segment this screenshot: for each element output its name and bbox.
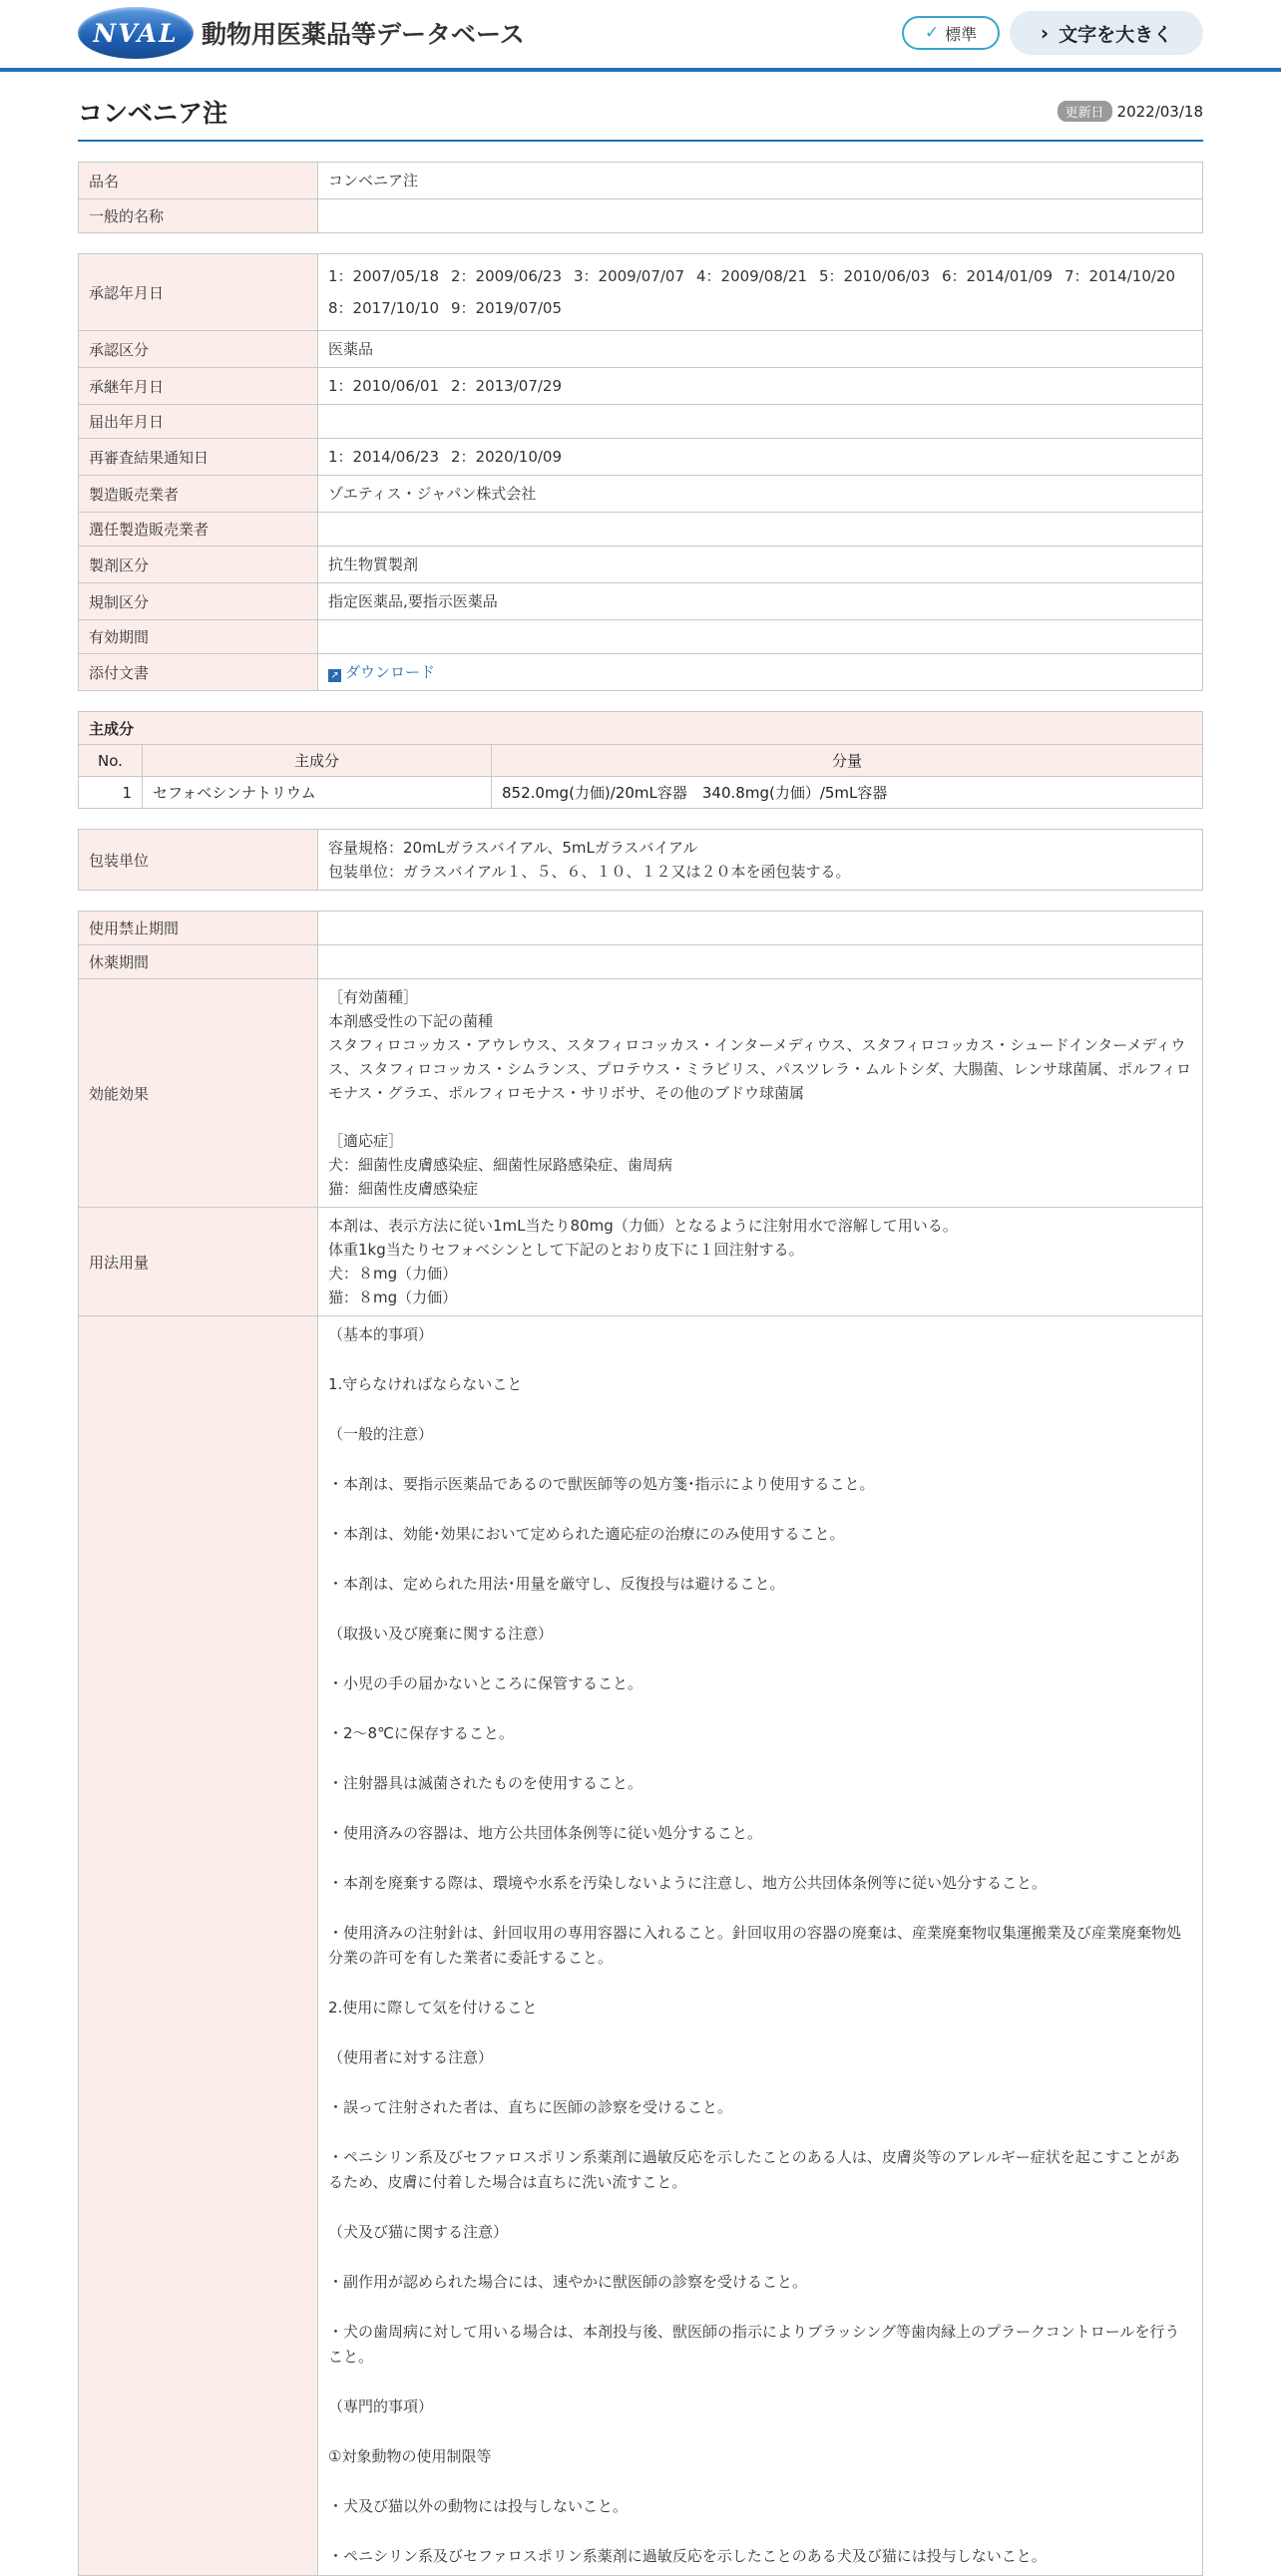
approval-date: 9：2019/07/05: [451, 299, 562, 317]
notes-body: （基本的事項） 1.守らなければならないこと （一般的注意） ・本剤は、要指示医薬品であるので獣医師等の処方箋･指示により使用すること。 ・本剤は、効能･効果において定められた適応症の治療にのみ使用すること。 ・本剤は、定められた用法･用量を厳守し、反復投与は避けること。 （取扱い及び廃棄に関する注意） ・小児の手の届かないところに保管すること。 ・2～8℃に保存すること。 ・注射器具は滅菌されたものを使用すること。 ・使用済みの容器は、地方公共団体条例等に従い処分すること。 ・本剤を廃棄する際は、環境や水系を汚染しないように注意し、地方公共団体条例等に従い処分すること。 ・使用済みの注射針は、針回収用の専用容器に入れること。針回収用の容器の廃棄は、産業廃棄物収集運搬業及び産業廃棄物処分業の許可を有した業者に委託すること。 2.使用に際して気を付けること （使用者に対する注意） ・誤って注射された者は、直ちに医師の診察を受けること。 ・ペニシリン系及びセファロスポリン系薬剤に過敏反応を示したことのある人は、皮膚炎等のアレルギー症状を起こすことがあるため、皮膚に付着した場合は直ちに洗い流すこと。 （犬及び猫に関する注意） ・副作用が認められた場合には、速やかに獣医師の診察を受けること。 ・犬の歯周病に対して用いる場合は、本剤投与後、獣医師の指示によりブラッシング等歯肉縁上のプラークコントロールを行うこと。 （専門的事項） ①対象動物の使用制限等 ・犬及び猫以外の動物には投与しないこと。 ・ペニシリン系及びセファロスポリン系薬剤に過敏反応を示したことのある犬及び猫には投与しないこと。: [328, 1325, 1182, 2565]
logo-text: NVAL: [93, 18, 179, 48]
site-logo[interactable]: [78, 7, 525, 59]
table-row: [79, 547, 1203, 583]
updated-badge: 更新日: [1058, 101, 1112, 122]
efficacy-body: ［有効菌種］ 本剤感受性の下記の菌種 スタフィロコッカス・アウレウス、スタフィロコッカス・インターメディウス、スタフィロコッカス・シュードインターメディウス、スタフィロコッカス・シムランス、プロテウス・ミラビリス、パスツレラ・ムルトシダ、大腸菌、レンサ球菌属、ポルフィロモナス・グラエ、ポルフィロモナス・サリボサ、その他のブドウ球菌属 ［適応症］ 犬：細菌性皮膚感染症、細菌性尿路感染症、歯周病 猫：細菌性皮膚感染症: [328, 988, 1191, 1198]
regulation: 指定医薬品,要指示医薬品: [318, 583, 1203, 620]
row-label: 承認区分: [79, 331, 318, 368]
dosage-text: [318, 1208, 1203, 1316]
usage-table: [78, 911, 1203, 2576]
approval-date: 3：2009/07/07: [574, 267, 684, 285]
component-amount: 852.0mg(力価)/20mL容器 340.8mg(力価）/5mL容器: [492, 777, 1203, 809]
column-header: No.: [79, 745, 143, 777]
site-header: [0, 0, 1281, 72]
prohibition-period: [318, 912, 1203, 945]
component-name: セフォベシンナトリウム: [143, 777, 492, 809]
formulation: 抗生物質製剤: [318, 547, 1203, 583]
table-row: [79, 1208, 1203, 1316]
designated-manufacturer: [318, 513, 1203, 547]
check-icon: ✓: [924, 23, 940, 43]
main-content: [78, 162, 1203, 2576]
column-header: 主成分: [143, 745, 492, 777]
succession-date: 2：2013/07/29: [451, 377, 562, 395]
table-row: [79, 405, 1203, 439]
table-row: [79, 583, 1203, 620]
approval-dates: [318, 254, 1203, 331]
column-header: 分量: [492, 745, 1203, 777]
attachment-cell: [318, 654, 1203, 691]
manufacturer: ゾエティス・ジャパン株式会社: [318, 476, 1203, 513]
product-name: コンベニア注: [318, 163, 1203, 199]
external-link-icon: ↗: [328, 669, 341, 682]
row-label: 承継年月日: [79, 368, 318, 405]
basic-info-table: [78, 162, 1203, 233]
table-row: [79, 979, 1203, 1208]
download-link[interactable]: [328, 663, 435, 681]
download-label: ダウンロード: [345, 663, 436, 681]
table-row: [79, 945, 1203, 979]
efficacy-text: [318, 979, 1203, 1208]
table-row: [79, 254, 1203, 331]
row-label: 製剤区分: [79, 547, 318, 583]
withdrawal-period: [318, 945, 1203, 979]
notification-date: [318, 405, 1203, 439]
row-label: 選任製造販売業者: [79, 513, 318, 547]
packaging-line: 包装単位：ガラスバイアル１、５、６、１０、１２又は２０本を函包装する。: [328, 863, 851, 881]
table-row: [79, 439, 1203, 476]
approval-date: 7：2014/10/20: [1065, 267, 1175, 285]
table-header-row: [79, 745, 1203, 777]
dosage-body: 本剤は、表示方法に従い1mL当たり80mg（力価）となるように注射用水で溶解して用いる。 体重1kg当たりセフォベシンとして下記のとおり皮下に１回注射する。 犬：８mg（力価） 猫：８mg（力価）: [328, 1217, 958, 1306]
approval-date: 4：2009/08/21: [696, 267, 807, 285]
reexam-date: 2：2020/10/09: [451, 448, 562, 466]
approval-date: 2：2009/06/23: [451, 267, 562, 285]
table-row: [79, 163, 1203, 199]
succession-dates: [318, 368, 1203, 405]
table-row: [79, 513, 1203, 547]
page-heading: [78, 94, 1203, 142]
page-title: コンベニア注: [78, 99, 228, 128]
table-row: [79, 331, 1203, 368]
components-caption: 主成分: [79, 712, 1203, 745]
components-table: [78, 711, 1203, 809]
table-row: [79, 830, 1203, 891]
notes-text: [318, 1316, 1203, 2576]
approval-category: 医薬品: [318, 331, 1203, 368]
standard-text-button[interactable]: [902, 16, 1000, 50]
table-row: [79, 777, 1203, 809]
reexam-date: 1：2014/06/23: [328, 448, 439, 466]
table-row: [79, 199, 1203, 233]
approval-date: 1：2007/05/18: [328, 267, 439, 285]
row-label: 休薬期間: [79, 945, 318, 979]
approval-date: 6：2014/01/09: [942, 267, 1053, 285]
site-title: 動物用医薬品等データベース: [202, 20, 525, 49]
updated-info: [1058, 101, 1203, 122]
generic-name: [318, 199, 1203, 233]
row-label: 届出年月日: [79, 405, 318, 439]
row-label: 再審査結果通知日: [79, 439, 318, 476]
nval-logo-icon: [78, 7, 194, 59]
updated-date: 2022/03/18: [1116, 102, 1203, 121]
table-row: [79, 1316, 1203, 2576]
table-row: [79, 654, 1203, 691]
row-label: 規制区分: [79, 583, 318, 620]
enlarge-text-label: 文字を大きく: [1059, 23, 1173, 46]
standard-text-label: 標準: [945, 24, 978, 44]
table-row: [79, 912, 1203, 945]
reexam-dates: [318, 439, 1203, 476]
table-row: [79, 476, 1203, 513]
table-caption-row: [79, 712, 1203, 745]
table-row: [79, 620, 1203, 654]
row-label: 製造販売業者: [79, 476, 318, 513]
row-label: 一般的名称: [79, 199, 318, 233]
packaging-line: 容量規格：20mLガラスバイアル、5mLガラスバイアル: [328, 839, 698, 857]
row-label: 使用禁止期間: [79, 912, 318, 945]
table-row: [79, 368, 1203, 405]
component-no: 1: [79, 777, 143, 809]
packaging-cell: [318, 830, 1203, 891]
enlarge-text-button[interactable]: [1010, 11, 1203, 55]
row-label: 品名: [79, 163, 318, 199]
row-label: 効能効果: [79, 979, 318, 1208]
succession-date: 1：2010/06/01: [328, 377, 439, 395]
row-label: 用法用量: [79, 1208, 318, 1316]
approval-date: 5：2010/06/03: [819, 267, 930, 285]
chevron-right-icon: ›: [1040, 21, 1050, 45]
approval-date: 8：2017/10/10: [328, 299, 439, 317]
expiry: [318, 620, 1203, 654]
row-label: 有効期間: [79, 620, 318, 654]
row-label-empty: [79, 1316, 318, 2576]
row-label: 承認年月日: [79, 254, 318, 331]
details-table: [78, 253, 1203, 691]
row-label: 包装単位: [79, 830, 318, 891]
packaging-table: [78, 829, 1203, 891]
row-label: 添付文書: [79, 654, 318, 691]
